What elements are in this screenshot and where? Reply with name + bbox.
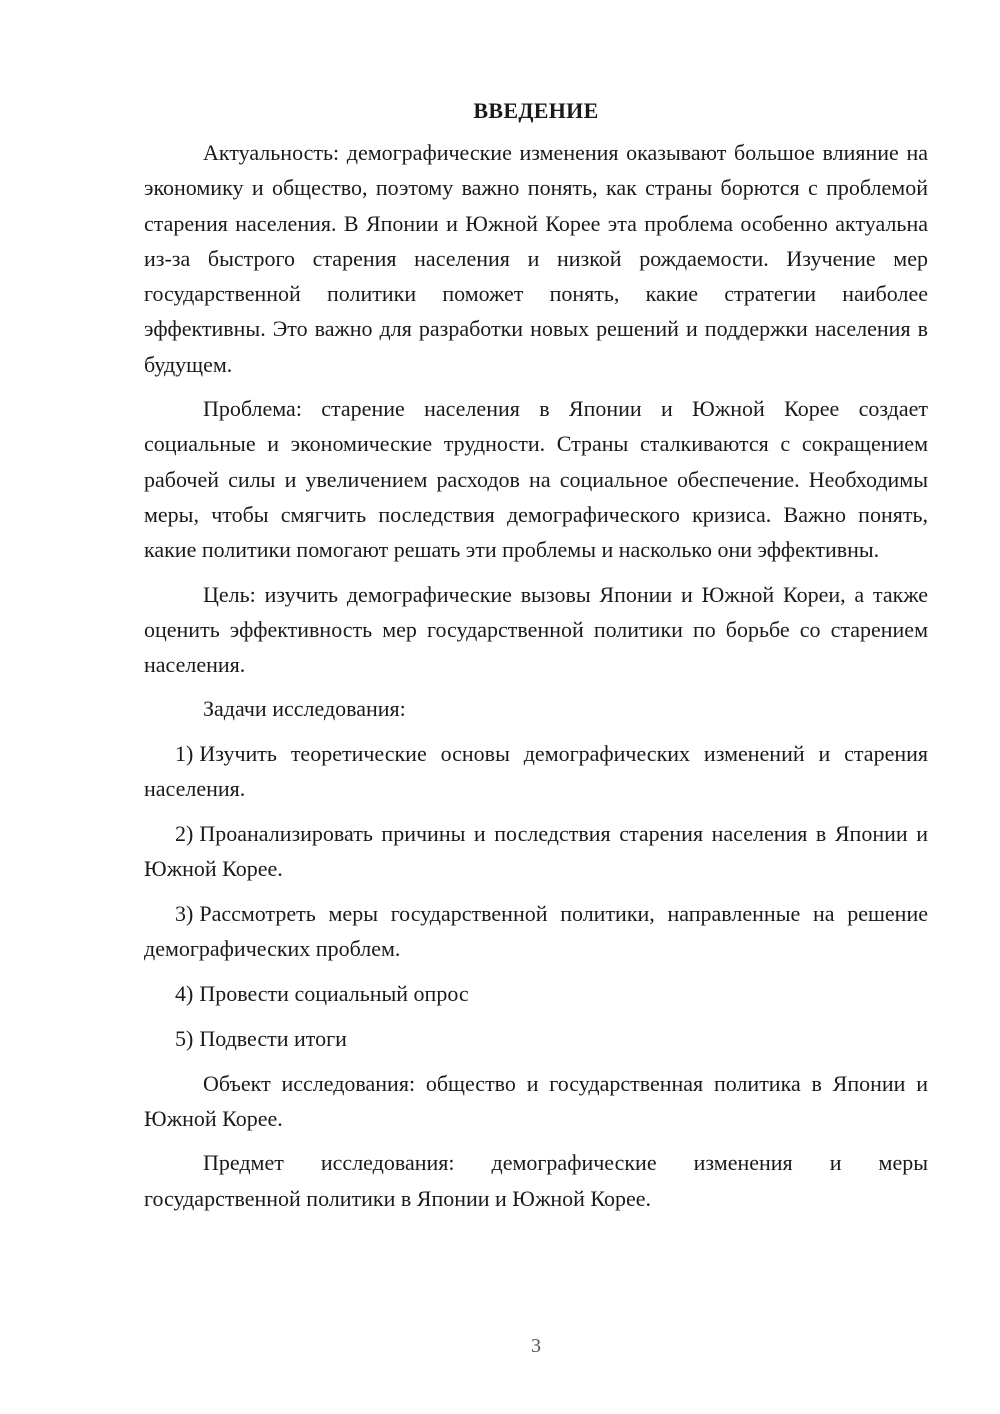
task-number: 3) — [175, 900, 194, 926]
task-item-3 — [144, 896, 928, 967]
task-text: Изучить теоретические основы демографических изменений и старения населения. — [144, 740, 928, 802]
document-page — [144, 95, 928, 1225]
task-number: 4) — [175, 981, 194, 1007]
section-heading: ВВЕДЕНИЕ — [473, 98, 599, 123]
research-subject-paragraph: Предмет исследования: демографические изменения и меры государственной политики в Японии и Южной Корее. — [144, 1150, 928, 1211]
task-number: 5) — [175, 1025, 194, 1051]
task-item-5 — [144, 1021, 928, 1056]
goal-paragraph: Цель: изучить демографические вызовы Японии и Южной Кореи, а также оценить эффективность мер государственной политики по борьбе со старением населения. — [144, 581, 928, 678]
task-number: 1) — [175, 740, 194, 766]
task-text: Подвести итоги — [199, 1025, 347, 1051]
tasks-heading: Задачи исследования: — [203, 696, 406, 722]
task-text: Рассмотреть меры государственной политики, направленные на решение демографических проблем. — [144, 900, 928, 962]
task-item-2 — [144, 816, 928, 887]
task-item-4 — [144, 976, 928, 1011]
task-number: 2) — [175, 820, 194, 846]
problem-paragraph: Проблема: старение населения в Японии и Южной Корее создает социальные и экономические трудности. Страны сталкиваются с сокращением рабочей силы и увеличением расходов на социальное обеспечение. Необходимы меры, чтобы смягчить последствия демографического кризиса. Важно понять, какие политики помогают решать эти проблемы и насколько они эффективны. — [144, 396, 928, 563]
task-text: Проанализировать причины и последствия старения населения в Японии и Южной Корее. — [144, 820, 928, 882]
relevance-paragraph: Актуальность: демографические изменения оказывают большое влияние на экономику и общество, поэтому важно понять, как страны борются с проблемой старения населения. В Японии и Южной Корее эта проблема особенно актуальна из-за быстрого старения населения и низкой рождаемости. Изучение мер государственной политики поможет понять, какие стратегии наиболее эффективны. Это важно для разработки новых решений и поддержки населения в будущем. — [144, 140, 928, 377]
task-text: Провести социальный опрос — [199, 981, 469, 1007]
page-number: 3 — [531, 1335, 541, 1357]
task-item-1 — [144, 736, 928, 807]
research-object-paragraph: Объект исследования: общество и государственная политика в Японии и Южной Корее. — [144, 1070, 928, 1131]
